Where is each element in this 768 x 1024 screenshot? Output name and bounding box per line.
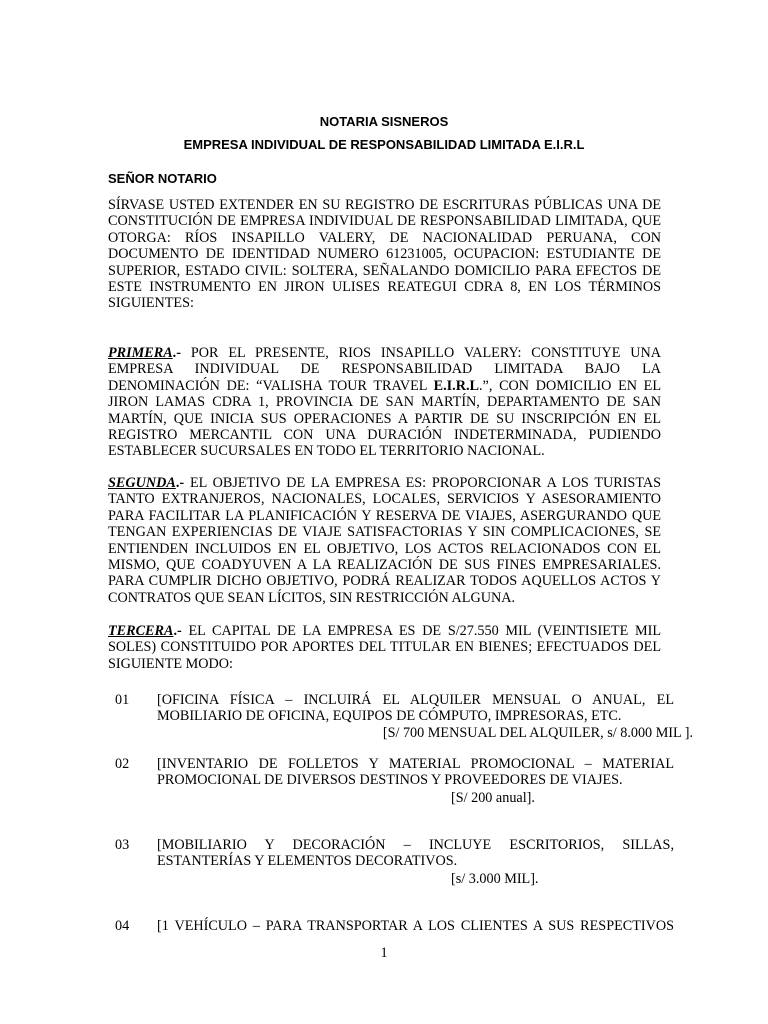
clause-label: PRIMERA — [108, 345, 173, 361]
item-amount: [s/ 3.000 MIL]. — [451, 871, 539, 887]
item-number: 03 — [115, 837, 130, 853]
item-number: 04 — [115, 918, 130, 934]
intro-paragraph: SÍRVASE USTED EXTENDER EN SU REGISTRO DE ESCRITURAS PÚBLICAS UNA DE CONSTITUCIÓN DE EMPRESA INDIVIDUAL DE RESPONSABILIDAD LIMITADA, QUE OTORGA: RÍOS INSAPILLO VALERY, DE NACIONALIDAD PERUANA, CON DOCUMENTO DE IDENTIDAD NUMERO 61231005, OCUPACION: ESTUDIANTE DE SUPERIOR, ESTADO CIVIL: SOLTERA, SEÑALANDO DOMICILIO PARA EFECTOS DE ESTE INSTRUMENTO EN JIRON ULISES REATEGUI CDRA 8, EN LOS TÉRMINOS SIGUIENTES: — [108, 197, 661, 312]
clause-label-tail: .- — [172, 345, 181, 361]
clause-label-tail: .- — [173, 623, 182, 639]
clause-text: EL OBJETIVO DE LA EMPRESA ES: PROPORCIONAR A LOS TURISTAS TANTO EXTRANJEROS, NACIONALES, LOCALES, SERVICIOS Y ASESORAMIENTO PARA FACILITAR LA PLANIFICACIÓN Y RESERVA DE VIAJES, ASERGURANDO QUE TENGAN EXPERIENCIAS DE VIAJE SATISFACTORIAS Y SIN COMPLICACIONES, SE ENTIENDEN INCLUIDOS EN EL OBJETIVO, LOS ACTOS RELACIONADOS CON EL MISMO, QUE COADYUVEN A LA REALIZACIÓN DE SUS FINES EMPRESARIALES. PARA CUMPLIR DICHO OBJETIVO, PODRÁ REALIZAR TODOS AQUELLOS ACTOS Y CONTRATOS QUE SEAN LÍCITOS, SIN RESTRICCIÓN ALGUNA. — [108, 475, 661, 606]
clause-tercera — [108, 623, 661, 672]
item-number: 02 — [115, 756, 130, 772]
item-text: [OFICINA FÍSICA – INCLUIRÁ EL ALQUILER MENSUAL O ANUAL, EL MOBILIARIO DE OFICINA, EQUIPOS DE CÓMPUTO, IMPRESORAS, ETC. — [157, 692, 674, 725]
item-amount: [S/ 700 MENSUAL DEL ALQUILER, s/ 8.000 MIL ]. — [382, 725, 693, 741]
clause-label: TERCERA — [108, 623, 174, 639]
salutation: SEÑOR NOTARIO — [108, 171, 217, 186]
clause-bold-text: E.I.R.L — [433, 377, 479, 394]
item-text: [INVENTARIO DE FOLLETOS Y MATERIAL PROMOCIONAL – MATERIAL PROMOCIONAL DE DIVERSOS DESTINOS Y PROVEEDORES DE VIAJES. — [157, 756, 674, 789]
clause-segunda — [108, 475, 661, 606]
clause-text: EL CAPITAL DE LA EMPRESA ES DE S/27.550 MIL (VEINTISIETE MIL SOLES) CONSTITUIDO POR APORTES DEL TITULAR EN BIENES; EFECTUADOS DEL SIGUIENTE MODO: — [108, 623, 661, 672]
clause-text: POR EL PRESENTE, RIOS INSAPILLO VALERY: CONSTITUYE UNA EMPRESA INDIVIDUAL DE RESPONSABILIDAD LIMITADA BAJO LA DENOMINACIÓN DE: “VALISHA TOUR TRAVEL — [108, 345, 661, 394]
document-subtitle: EMPRESA INDIVIDUAL DE RESPONSABILIDAD LIMITADA E.I.R.L — [183, 137, 585, 152]
item-text: [MOBILIARIO Y DECORACIÓN – INCLUYE ESCRITORIOS, SILLAS, ESTANTERÍAS Y ELEMENTOS DECORATIVOS. — [157, 837, 674, 870]
item-amount: [S/ 200 anual]. — [451, 790, 535, 806]
document-title: NOTARIA SISNEROS — [319, 114, 449, 129]
item-text: [1 VEHÍCULO – PARA TRANSPORTAR A LOS CLIENTES A SUS RESPECTIVOS — [157, 918, 674, 934]
page-number: 1 — [380, 945, 388, 961]
clause-text: .”, CON DOMICILIO EN EL JIRON LAMAS CDRA 1, PROVINCIA DE SAN MARTÍN, DEPARTAMENTO DE SAN MARTÍN, QUE INICIA SUS OPERACIONES A PARTIR DE SU INSCRIPCIÓN EN EL REGISTRO MERCANTIL CON UNA DURACIÓN INDETERMINADA, PUDIENDO ESTABLECER SUCURSALES EN TODO EL TERRITORIO NACIONAL. — [108, 377, 662, 460]
clause-label-tail: .- — [175, 475, 185, 491]
item-number: 01 — [115, 692, 130, 708]
clause-primera — [108, 345, 661, 460]
clause-label: SEGUNDA — [108, 475, 176, 491]
